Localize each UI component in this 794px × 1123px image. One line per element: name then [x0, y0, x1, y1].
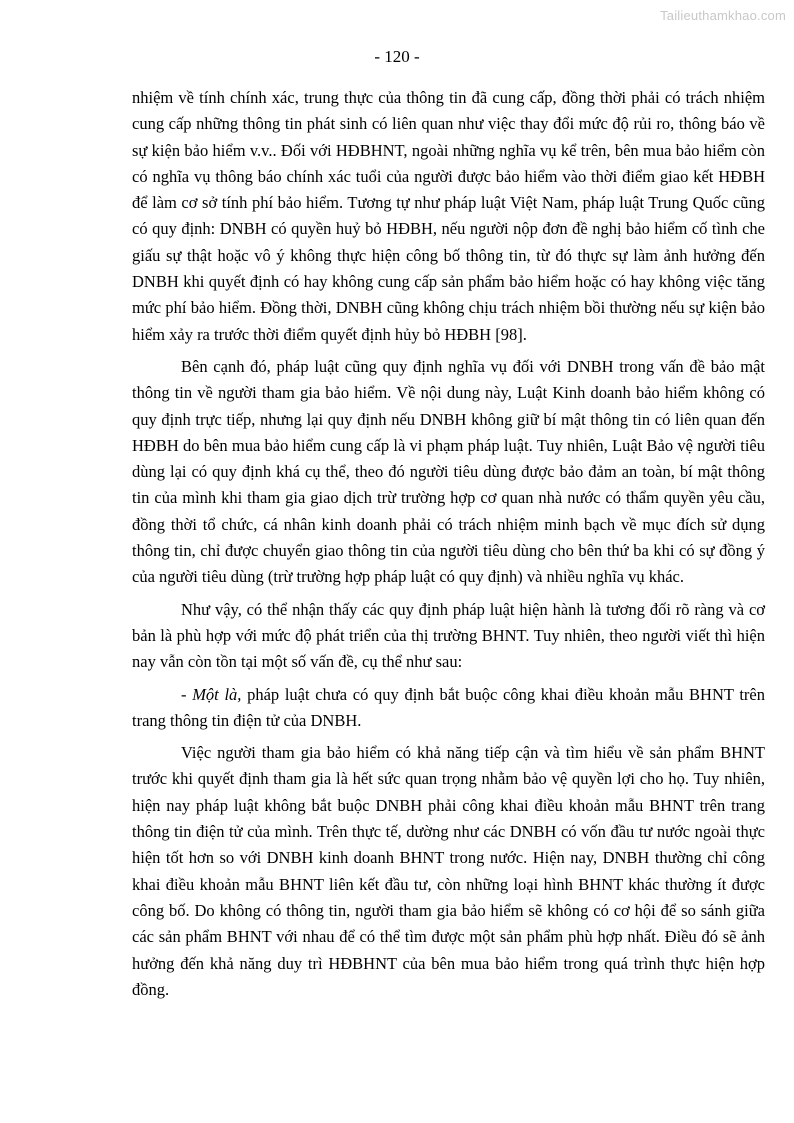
list-item-text: pháp luật chưa có quy định bắt buộc công khai điều khoản mẫu BHNT trên trang thông tin điện tử của DNBH. — [132, 684, 766, 730]
paragraph: Như vậy, có thể nhận thấy các quy định pháp luật hiện hành là tương đối rõ ràng và cơ bản là phù hợp với mức độ phát triển của thị trường BHNT. Tuy nhiên, theo người viết thì hiện nay vẫn còn tồn tại một số vấn đề, cụ thể như sau: — [132, 599, 765, 672]
watermark-text: Tailieuthamkhao.com — [660, 8, 786, 23]
list-item-prefix: - — [181, 684, 193, 704]
paragraph: Việc người tham gia bảo hiểm có khả năng tiếp cận và tìm hiểu về sản phẩm BHNT trước khi quyết định tham gia là hết sức quan trọng nhằm bảo vệ quyền lợi cho họ. Tuy nhiên, hiện nay pháp luật không bắt buộc DNBH phải công khai điều khoản mẫu BHNT trên trang thông tin điện tử của mình. Trên thực tế, dường như các DNBH có vốn đầu tư nước ngoài thực hiện tốt hơn so với DNBH kinh doanh BHNT trong nước. Hiện nay, DNBH thường chỉ công khai điều khoản mẫu BHNT liên kết đầu tư, còn những loại hình BHNT khác thường ít được công bố. Do không có thông tin, người tham gia bảo hiểm sẽ không có cơ hội để so sánh giữa các sản phẩm BHNT với nhau để có thể tìm được một sản phẩm phù hợp nhất. Điều đó sẽ ảnh hưởng đến khả năng duy trì HĐBHNT của bên mua bảo hiểm trong quá trình thực hiện hợp đồng. — [132, 743, 765, 999]
list-item-first — [132, 682, 765, 735]
page-number: - 120 - — [374, 47, 420, 66]
paragraph-continuation: nhiệm về tính chính xác, trung thực của thông tin đã cung cấp, đồng thời phải có trách nhiệm cung cấp những thông tin phát sinh có liên quan như việc thay đổi mức độ rủi ro, thông báo về sự kiện bảo hiểm v.v.. Đối với HĐBHNT, ngoài những nghĩa vụ kể trên, bên mua bảo hiểm còn có nghĩa vụ thông báo chính xác tuổi của người được bảo hiểm vào thời điểm giao kết HĐBH để làm cơ sở tính phí bảo hiểm. Tương tự như pháp luật Việt Nam, pháp luật Trung Quốc cũng có quy định: DNBH có quyền huỷ bỏ HĐBH, nếu người nộp đơn đề nghị bảo hiểm cố tình che giấu sự thật hoặc vô ý không thực hiện công bố thông tin, từ đó thực sự làm ảnh hưởng đến DNBH khi quyết định có hay không cung cấp sản phẩm bảo hiểm hoặc có hay không việc tăng mức phí bảo hiểm. Đồng thời, DNBH cũng không chịu trách nhiệm bồi thường nếu sự kiện bảo hiểm xảy ra trước thời điểm quyết định hủy bỏ HĐBH [98]. — [132, 88, 765, 344]
list-item-lead: Một là, — [192, 684, 242, 704]
paragraph: Bên cạnh đó, pháp luật cũng quy định nghĩa vụ đối với DNBH trong vấn đề bảo mật thông tin về người tham gia bảo hiểm. Về nội dung này, Luật Kinh doanh bảo hiểm không có quy định trực tiếp, nhưng lại quy định nếu DNBH không giữ bí mật thông tin có liên quan đến HĐBH do bên mua bảo hiểm cung cấp là vi phạm pháp luật. Tuy nhiên, Luật Bảo vệ người tiêu dùng lại có quy định khá cụ thể, theo đó người tiêu dùng được bảo đảm an toàn, bí mật thông tin của mình khi tham gia giao dịch trừ trường hợp cơ quan nhà nước có thẩm quyền yêu cầu, đồng thời tổ chức, cá nhân kinh doanh phải có trách nhiệm minh bạch về mục đích sử dụng thông tin, chỉ được chuyển giao thông tin của người tiêu dùng cho bên thứ ba khi có sự đồng ý của người tiêu dùng (trừ trường hợp pháp luật có quy định) và nhiều nghĩa vụ khác. — [132, 356, 765, 587]
document-body — [132, 85, 765, 1009]
